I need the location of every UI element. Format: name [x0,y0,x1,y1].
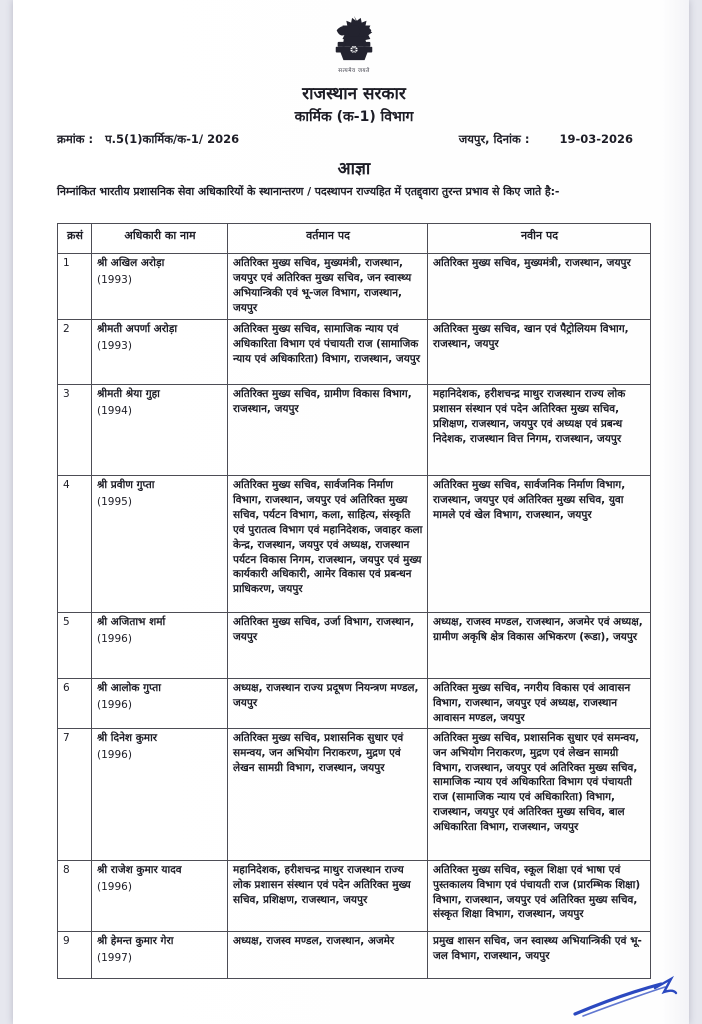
officer-name-cell [92,728,228,860]
officer-name-cell [92,385,228,476]
sno-cell: 9 [58,931,92,978]
reference-value: प.5(1)कार्मिक/क-1/ 2026 [105,132,240,146]
current-post-cell: अतिरिक्त मुख्य सचिव, ग्रामीण विकास विभाग, राजस्थान, जयपुर [228,385,428,476]
current-post-cell: अध्यक्ष, राजस्व मण्डल, राजस्थान, अजमेर [228,931,428,978]
current-post-cell: अतिरिक्त मुख्य सचिव, सार्वजनिक निर्माण विभाग, राजस्थान, जयपुर एवं अतिरिक्त मुख्य सचिव, पर्यटन विभाग, कला, साहित्य, संस्कृति एवं पुरातत्व विभाग एवं महानिदेशक, जवाहर कला केन्द्र, राजस्थान, जयपुर एवं अध्यक्ष, राजस्थान पर्यटन विकास निगम, राजस्थान, जयपुर एवं मुख्य कार्यकारी अधिकारी, आमेर विकास एवं प्रबन्धन प्राधिकरण, जयपुर [228,476,428,613]
table-row [58,320,651,385]
current-post-cell: महानिदेशक, हरीशचन्द्र माथुर राजस्थान राज्य लोक प्रशासन संस्थान एवं पदेन अतिरिक्त मुख्य सचिव, प्रशिक्षण, राजस्थान, जयपुर [228,860,428,931]
new-post-cell: अतिरिक्त मुख्य सचिव, सार्वजनिक निर्माण विभाग, राजस्थान, जयपुर एवं अतिरिक्त मुख्य सचिव, युवा मामले एवं खेल विभाग, राजस्थान, जयपुर [428,476,651,613]
signature-mark [569,972,687,1022]
officer-batch-year: (1993) [97,339,132,352]
sno-cell: 7 [58,728,92,860]
new-post-cell: महानिदेशक, हरीशचन्द्र माथुर राजस्थान राज्य लोक प्रशासन संस्थान एवं पदेन अतिरिक्त मुख्य सचिव, प्रशिक्षण, राजस्थान, जयपुर एवं अध्यक्ष एवं प्रबन्ध निदेशक, राजस्थान वित्त निगम, राजस्थान, जयपुर [428,385,651,476]
sno-cell: 8 [58,860,92,931]
officer-name-cell [92,679,228,729]
officer-name: श्रीमती अपर्णा अरोड़ा [97,323,178,335]
table-row [58,728,651,860]
table-row [58,613,651,679]
table-row [58,860,651,931]
table-header-row [58,224,651,254]
officer-name-cell [92,931,228,978]
table-row [58,385,651,476]
table-row [58,476,651,613]
officer-batch-year: (1996) [97,632,132,645]
table-row [58,931,651,978]
officer-name: श्री अजिताभ शर्मा [97,616,166,628]
col-header-current-post: वर्तमान पद [228,224,428,254]
document-content [13,0,689,979]
new-post-cell: प्रमुख शासन सचिव, जन स्वास्थ्य अभियान्त्रिकी एवं भू-जल विभाग, राजस्थान, जयपुर [428,931,651,978]
current-post-cell: अतिरिक्त मुख्य सचिव, उर्जा विभाग, राजस्थान, जयपुर [228,613,428,679]
officer-batch-year: (1993) [97,273,132,286]
document-page [13,0,689,1024]
order-intro-text: निम्नांकित भारतीय प्रशासनिक सेवा अधिकारियों के स्थानान्तरण / पदस्थापन राज्यहित में एतद्द्वारा तुरन्त प्रभाव से किए जाते है:- [57,185,560,198]
reference-row [57,132,651,147]
officer-name-cell [92,476,228,613]
officer-name: श्री दिनेश कुमार [97,731,158,744]
sno-cell: 2 [58,320,92,385]
table-row [58,679,651,729]
new-post-cell: अतिरिक्त मुख्य सचिव, प्रशासनिक सुधार एवं समन्वय, जन अभियोग निराकरण, मुद्रण एवं लेखन सामग्री विभाग, राजस्थान, जयपुर एवं अतिरिक्त मुख्य सचिव, सामाजिक न्याय एवं अधिकारिता विभाग एवं पंचायती राज (सामाजिक न्याय एवं अधिकारिता) विभाग, राजस्थान, जयपुर एवं अतिरिक्त मुख्य सचिव, बाल अधिकारिता विभाग, राजस्थान, जयपुर [428,728,651,860]
officer-batch-year: (1994) [97,404,132,417]
order-date: 19-03-2026 [559,132,633,146]
officer-name-cell [92,320,228,385]
officer-name: श्रीमती श्रेया गुहा [97,388,160,400]
place-date-label: जयपुर, दिनांक : [458,132,530,146]
officer-name: श्री अखिल अरोड़ा [97,257,165,269]
col-header-new-post: नवीन पद [428,224,651,254]
current-post-cell: अतिरिक्त मुख्य सचिव, प्रशासनिक सुधार एवं समन्वय, जन अभियोग निराकरण, मुद्रण एवं लेखन सामग्री विभाग, राजस्थान, जयपुर [228,728,428,860]
sno-cell: 5 [58,613,92,679]
officer-name: श्री आलोक गुप्ता [97,682,161,694]
officer-batch-year: (1996) [97,698,132,711]
new-post-cell: अतिरिक्त मुख्य सचिव, खान एवं पैट्रोलियम विभाग, राजस्थान, जयपुर [428,320,651,385]
col-header-officer-name: अधिकारी का नाम [92,224,228,254]
transfer-table [57,223,651,979]
order-heading: आज्ञा [337,159,371,179]
government-title: राजस्थान सरकार [302,84,406,104]
officer-name-cell [92,254,228,320]
place-date [459,132,651,147]
col-header-sno: क्रसं [58,224,92,254]
officer-batch-year: (1996) [97,748,132,761]
officer-name-cell [92,860,228,931]
emblem-block [57,14,651,74]
officer-name-cell [92,613,228,679]
reference-label: क्रमांक : [57,132,94,146]
sno-cell: 1 [58,254,92,320]
new-post-cell: अतिरिक्त मुख्य सचिव, मुख्यमंत्री, राजस्थान, जयपुर [428,254,651,320]
new-post-cell: अतिरिक्त मुख्य सचिव, नगरीय विकास एवं आवासन विभाग, राजस्थान, जयपुर एवं अध्यक्ष, राजस्थान आवासन मण्डल, जयपुर [428,679,651,729]
officer-batch-year: (1996) [97,880,132,893]
sno-cell: 4 [58,476,92,613]
officer-name: श्री राजेश कुमार यादव [97,863,182,876]
department-title: कार्मिक (क-1) विभाग [294,109,414,125]
current-post-cell: अध्यक्ष, राजस्थान राज्य प्रदूषण नियन्त्रण मण्डल, जयपुर [228,679,428,729]
current-post-cell: अतिरिक्त मुख्य सचिव, सामाजिक न्याय एवं अधिकारिता विभाग एवं पंचायती राज (सामाजिक न्याय एवं अधिकारिता) विभाग, राजस्थान, जयपुर [228,320,428,385]
sno-cell: 3 [58,385,92,476]
emblem-motto: सत्यमेव जयते [338,68,370,74]
new-post-cell: अतिरिक्त मुख्य सचिव, स्कूल शिक्षा एवं भाषा एवं पुस्तकालय विभाग एवं पंचायती राज (प्रारम्भिक शिक्षा) विभाग, राजस्थान, जयपुर एवं अतिरिक्त मुख्य सचिव, संस्कृत शिक्षा विभाग, राजस्थान, जयपुर [428,860,651,931]
officer-name: श्री हेमन्त कुमार गेरा [97,934,174,947]
table-row [58,254,651,320]
officer-batch-year: (1995) [97,495,132,508]
reference-number [57,132,239,147]
current-post-cell: अतिरिक्त मुख्य सचिव, मुख्यमंत्री, राजस्थान, जयपुर एवं अतिरिक्त मुख्य सचिव, जन स्वास्थ्य अभियान्त्रिकी एवं भू-जल विभाग, राजस्थान, जयपुर [228,254,428,320]
officer-batch-year: (1997) [97,951,132,964]
new-post-cell: अध्यक्ष, राजस्व मण्डल, राजस्थान, अजमेर एवं अध्यक्ष, ग्रामीण अकृषि क्षेत्र विकास अभिकरण (रूडा), जयपुर [428,613,651,679]
officer-name: श्री प्रवीण गुप्ता [97,479,155,491]
sno-cell: 6 [58,679,92,729]
